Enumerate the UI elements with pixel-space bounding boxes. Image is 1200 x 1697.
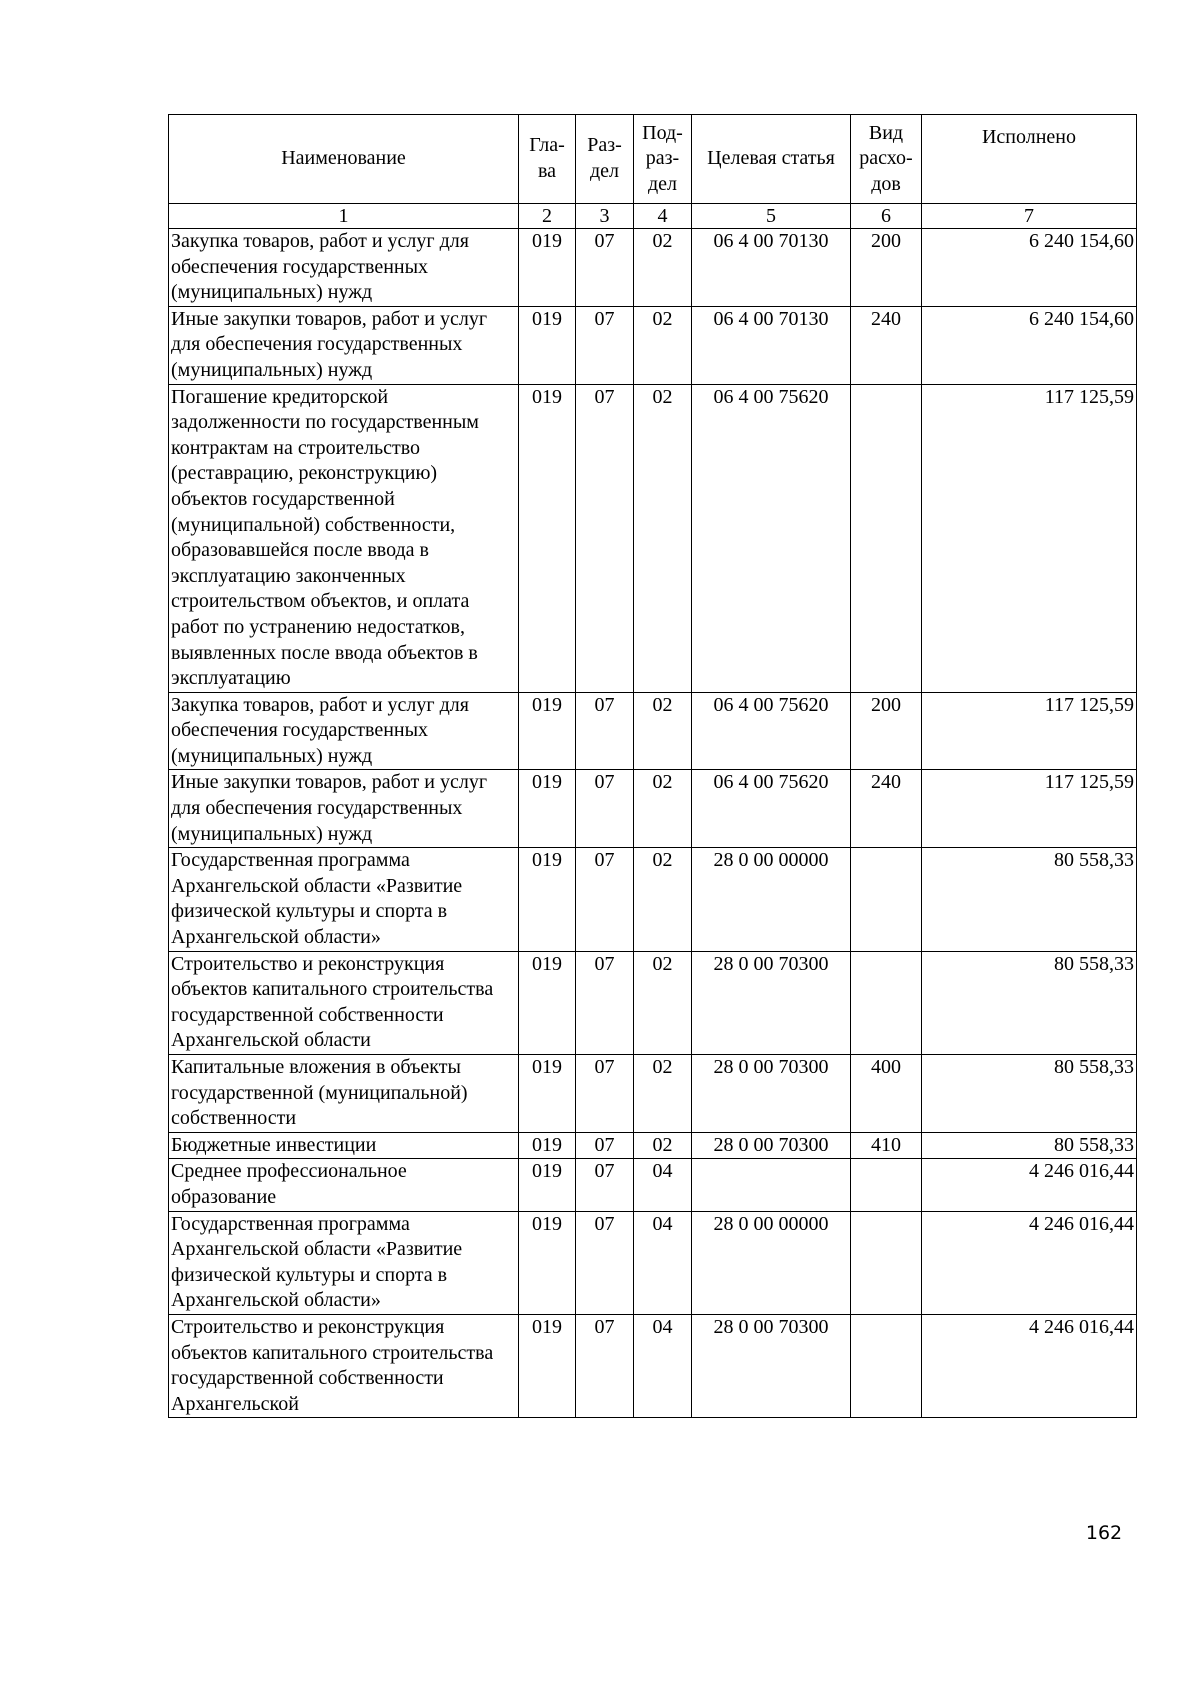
row-target [692, 1159, 851, 1211]
row-chapter: 019 [519, 384, 576, 692]
column-number: 6 [851, 204, 922, 229]
column-number: 3 [576, 204, 634, 229]
row-chapter: 019 [519, 229, 576, 307]
table-row [169, 951, 1137, 1054]
row-amount: 6 240 154,60 [922, 229, 1137, 307]
row-expense-type [851, 1211, 922, 1314]
row-subsection: 02 [634, 306, 692, 384]
row-name: Строительство и реконструкция объектов капитального строительства государственной собственности Архангельской области [169, 951, 519, 1054]
row-chapter: 019 [519, 848, 576, 951]
budget-table [168, 114, 1137, 1418]
table-row [169, 770, 1137, 848]
row-amount: 80 558,33 [922, 1132, 1137, 1159]
header-subsection: Под- раз- дел [634, 115, 692, 204]
row-chapter: 019 [519, 306, 576, 384]
header-executed: Исполнено [922, 115, 1137, 204]
table-row [169, 1159, 1137, 1211]
row-expense-type [851, 951, 922, 1054]
row-section: 07 [576, 229, 634, 307]
row-name: Капитальные вложения в объекты государственной (муниципальной) собственности [169, 1055, 519, 1133]
row-amount: 117 125,59 [922, 770, 1137, 848]
row-chapter: 019 [519, 1132, 576, 1159]
row-subsection: 02 [634, 848, 692, 951]
row-target: 28 0 00 00000 [692, 1211, 851, 1314]
table-row [169, 1211, 1137, 1314]
row-section: 07 [576, 848, 634, 951]
row-expense-type [851, 848, 922, 951]
row-section: 07 [576, 1055, 634, 1133]
table-row [169, 384, 1137, 692]
row-subsection: 02 [634, 951, 692, 1054]
table-row [169, 229, 1137, 307]
row-target: 28 0 00 00000 [692, 848, 851, 951]
row-name: Закупка товаров, работ и услуг для обеспечения государственных (муниципальных) нужд [169, 692, 519, 770]
table-row [169, 306, 1137, 384]
row-section: 07 [576, 1159, 634, 1211]
row-name: Бюджетные инвестиции [169, 1132, 519, 1159]
header-target: Целевая статья [692, 115, 851, 204]
row-expense-type: 200 [851, 229, 922, 307]
row-target: 28 0 00 70300 [692, 1314, 851, 1417]
row-expense-type: 400 [851, 1055, 922, 1133]
row-section: 07 [576, 1132, 634, 1159]
row-section: 07 [576, 692, 634, 770]
row-target: 28 0 00 70300 [692, 951, 851, 1054]
row-name: Государственная программа Архангельской области «Развитие физической культуры и спорта в Архангельской области» [169, 848, 519, 951]
header-section: Раз- дел [576, 115, 634, 204]
row-target: 06 4 00 75620 [692, 692, 851, 770]
row-amount: 4 246 016,44 [922, 1159, 1137, 1211]
row-expense-type: 240 [851, 770, 922, 848]
row-section: 07 [576, 306, 634, 384]
row-chapter: 019 [519, 951, 576, 1054]
row-subsection: 02 [634, 384, 692, 692]
row-expense-type: 240 [851, 306, 922, 384]
row-subsection: 02 [634, 1055, 692, 1133]
row-subsection: 02 [634, 229, 692, 307]
row-amount: 117 125,59 [922, 384, 1137, 692]
row-expense-type: 200 [851, 692, 922, 770]
row-expense-type [851, 1159, 922, 1211]
row-subsection: 02 [634, 692, 692, 770]
row-target: 06 4 00 70130 [692, 306, 851, 384]
row-amount: 4 246 016,44 [922, 1314, 1137, 1417]
row-section: 07 [576, 770, 634, 848]
row-amount: 4 246 016,44 [922, 1211, 1137, 1314]
table-row [169, 1132, 1137, 1159]
column-number: 1 [169, 204, 519, 229]
row-target: 28 0 00 70300 [692, 1132, 851, 1159]
row-amount: 6 240 154,60 [922, 306, 1137, 384]
table-row [169, 1314, 1137, 1417]
row-name: Закупка товаров, работ и услуг для обеспечения государственных (муниципальных) нужд [169, 229, 519, 307]
table-row [169, 692, 1137, 770]
row-amount: 80 558,33 [922, 1055, 1137, 1133]
column-numbers-row [169, 204, 1137, 229]
row-expense-type: 410 [851, 1132, 922, 1159]
row-name: Иные закупки товаров, работ и услуг для обеспечения государственных (муниципальных) нужд [169, 770, 519, 848]
column-number: 4 [634, 204, 692, 229]
row-target: 06 4 00 75620 [692, 770, 851, 848]
row-section: 07 [576, 1211, 634, 1314]
row-name: Погашение кредиторской задолженности по государственным контрактам на строительство (реставрацию, реконструкцию) объектов государственной (муниципальной) собственности, образовавшейся после ввода в эксплуатацию законченных строительством объектов, и оплата работ по устранению недостатков, выявленных после ввода объектов в эксплуатацию [169, 384, 519, 692]
header-name: Наименование [169, 115, 519, 204]
header-expense-type: Вид расхо- дов [851, 115, 922, 204]
row-expense-type [851, 1314, 922, 1417]
row-amount: 80 558,33 [922, 848, 1137, 951]
row-name: Государственная программа Архангельской области «Развитие физической культуры и спорта в Архангельской области» [169, 1211, 519, 1314]
row-chapter: 019 [519, 1314, 576, 1417]
row-subsection: 02 [634, 1132, 692, 1159]
row-chapter: 019 [519, 770, 576, 848]
row-expense-type [851, 384, 922, 692]
row-chapter: 019 [519, 1159, 576, 1211]
row-target: 28 0 00 70300 [692, 1055, 851, 1133]
row-subsection: 04 [634, 1314, 692, 1417]
column-number: 2 [519, 204, 576, 229]
table-row [169, 848, 1137, 951]
row-amount: 80 558,33 [922, 951, 1137, 1054]
row-subsection: 04 [634, 1211, 692, 1314]
row-name: Среднее профессиональное образование [169, 1159, 519, 1211]
row-section: 07 [576, 951, 634, 1054]
row-target: 06 4 00 70130 [692, 229, 851, 307]
row-section: 07 [576, 1314, 634, 1417]
row-chapter: 019 [519, 692, 576, 770]
row-target: 06 4 00 75620 [692, 384, 851, 692]
row-subsection: 04 [634, 1159, 692, 1211]
row-section: 07 [576, 384, 634, 692]
table-row [169, 1055, 1137, 1133]
header-row [169, 115, 1137, 204]
column-number: 7 [922, 204, 1137, 229]
column-number: 5 [692, 204, 851, 229]
header-chapter: Гла- ва [519, 115, 576, 204]
table-body [169, 204, 1137, 1418]
page-number: 162 [1085, 1522, 1123, 1544]
row-amount: 117 125,59 [922, 692, 1137, 770]
row-subsection: 02 [634, 770, 692, 848]
row-name: Иные закупки товаров, работ и услуг для обеспечения государственных (муниципальных) нужд [169, 306, 519, 384]
row-chapter: 019 [519, 1211, 576, 1314]
row-chapter: 019 [519, 1055, 576, 1133]
row-name: Строительство и реконструкция объектов капитального строительства государственной собственности Архангельской [169, 1314, 519, 1417]
